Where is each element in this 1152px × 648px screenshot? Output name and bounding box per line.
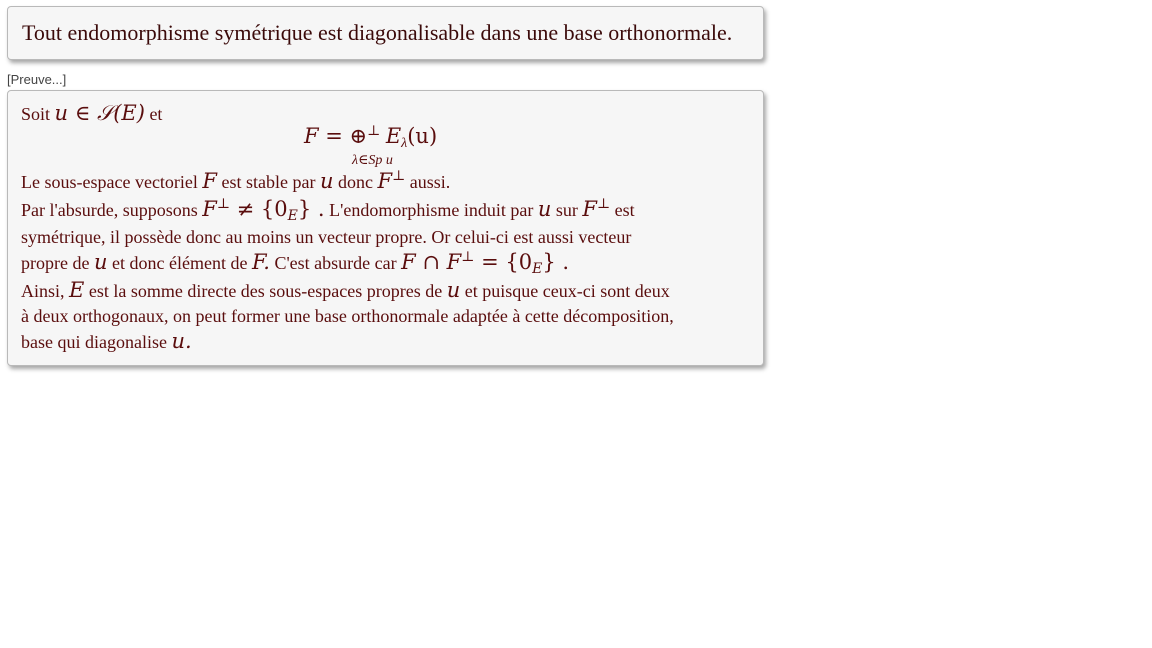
math-e-sub: E	[287, 208, 298, 224]
text: base qui diagonalise	[21, 332, 172, 352]
theorem-box	[7, 6, 764, 60]
math-e: (E)	[113, 101, 145, 125]
math-u: (u)	[407, 124, 438, 148]
proof-line-7	[21, 304, 749, 329]
proof-line-6	[21, 278, 749, 304]
math-f: F	[582, 197, 597, 221]
math-oplus: ⊕	[349, 124, 368, 148]
text: symétrique, il possède donc au moins un vecteur propre. Or celui-ci est aussi vecteur	[21, 227, 632, 247]
math-f: F	[304, 124, 319, 148]
text: est stable par	[217, 172, 320, 192]
text: sur	[551, 200, 583, 220]
math-equals: =	[318, 124, 350, 148]
math-u: u	[54, 101, 69, 125]
math-close: } .	[297, 197, 325, 221]
text: propre de	[21, 253, 94, 273]
math-f: F	[377, 169, 393, 193]
text: à deux orthogonaux, on peut former une base orthonormale adaptée à cette décomposition,	[21, 306, 674, 326]
math-equals: = {0	[474, 250, 533, 274]
text: est la somme directe des sous-espaces propres de	[84, 281, 447, 301]
text: Le sous-espace vectoriel	[21, 172, 203, 192]
text: et donc élément de	[107, 253, 252, 273]
math-f: F	[202, 197, 217, 221]
proof-line-4	[21, 225, 749, 250]
math-perp: ⊥	[392, 169, 406, 184]
math-f: F.	[251, 250, 270, 274]
proof-line-5	[21, 250, 749, 278]
math-u: u.	[171, 329, 192, 353]
text: et puisque ceux-ci sont deux	[460, 281, 670, 301]
math-u: u	[319, 169, 334, 193]
math-e: E	[69, 278, 85, 302]
text: C'est absurde car	[269, 253, 402, 273]
math-perp: ⊥	[596, 197, 611, 212]
math-u: u	[93, 250, 108, 274]
text-soit: Soit	[21, 104, 51, 124]
proof-line-3	[21, 197, 749, 225]
text: Par l'absurde, supposons	[21, 200, 203, 220]
proof-box	[7, 90, 764, 366]
proof-toggle-link[interactable]: [Preuve...]	[7, 72, 67, 87]
math-f-cap-f: F ∩ F	[401, 250, 462, 274]
display-equation	[21, 123, 749, 167]
math-perp: ⊥	[461, 250, 475, 265]
math-e-sub: E	[532, 261, 543, 277]
text: aussi.	[405, 172, 451, 192]
math-neq: ≠ {0	[229, 197, 288, 221]
math-lambda: λ	[401, 136, 408, 151]
math-in: ∈	[68, 101, 97, 125]
math-f: F	[202, 169, 217, 193]
text: est	[610, 200, 635, 220]
text-et: et	[149, 104, 163, 124]
text: donc	[333, 172, 378, 192]
theorem-text: Tout endomorphisme symétrique est diagonalisable dans une base orthonormale.	[22, 20, 733, 45]
proof-line-2	[21, 169, 749, 197]
math-perp: ⊥	[216, 197, 230, 212]
text: Ainsi,	[21, 281, 70, 301]
math-u: u	[537, 197, 552, 221]
math-perp: ⊥	[367, 124, 381, 139]
math-e: E	[385, 124, 402, 148]
math-sum-index: λ∈Sp u	[352, 153, 393, 168]
text: L'endomorphisme induit par	[324, 200, 538, 220]
math-script-s: 𝒮	[96, 101, 114, 125]
math-close: } .	[542, 250, 570, 274]
math-u: u	[446, 278, 461, 302]
proof-line-8	[21, 329, 749, 355]
